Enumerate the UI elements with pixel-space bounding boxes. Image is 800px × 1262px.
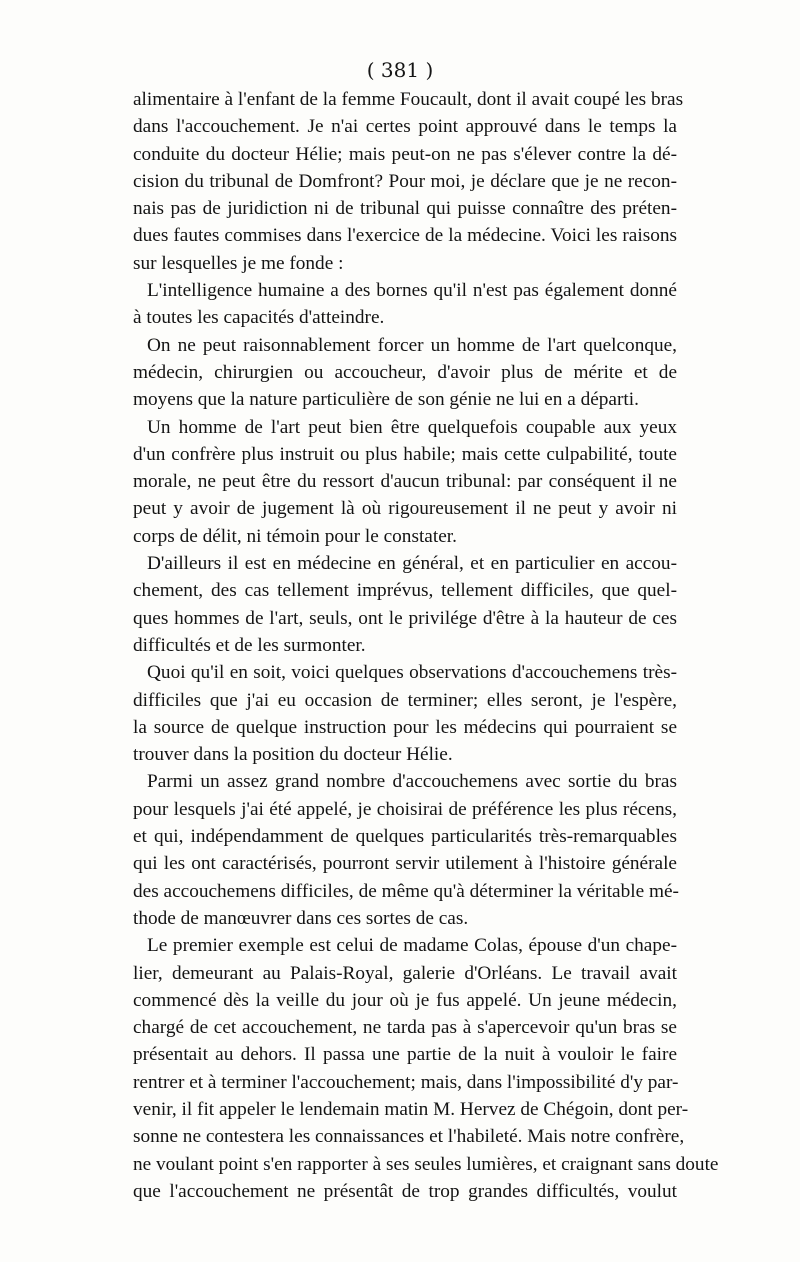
body-text (133, 86, 719, 1205)
paragraph (133, 768, 677, 932)
text-line: et qui, indépendamment de quelques particularités très-remarquables (133, 826, 677, 848)
text-line: Le premier exemple est celui de madame Colas, épouse d'un chape- (147, 935, 677, 957)
text-line: corps de délit, ni témoin pour le constater. (133, 525, 457, 547)
text-line: moyens que la nature particulière de son génie ne lui en a départi. (133, 389, 639, 411)
text-line: alimentaire à l'enfant de la femme Foucault, dont il avait coupé les bras (133, 89, 684, 110)
text-line: que l'accouchement ne présentât de trop grandes difficultés, voulut (133, 1180, 677, 1202)
text-line: conduite du docteur Hélie; mais peut-on ne pas s'élever contre la dé- (133, 143, 677, 165)
text-line: thode de manœuvrer dans ces sortes de cas. (133, 907, 469, 929)
text-line: présentait au dehors. Il passa une partie de la nuit à vouloir le faire (133, 1044, 677, 1066)
text-line: chargé de cet accouchement, ne tarda pas à s'apercevoir qu'un bras se (133, 1017, 677, 1039)
text-line: L'intelligence humaine a des bornes qu'il n'est pas également donné (147, 280, 677, 302)
text-line: nais pas de juridiction ni de tribunal qui puisse connaître des préten- (133, 198, 677, 220)
text-line: sur lesquelles je me fonde : (133, 252, 344, 274)
text-line: On ne peut raisonnablement forcer un homme de l'art quelconque, (147, 334, 677, 356)
text-line: D'ailleurs il est en médecine en général, et en particulier en accou- (147, 553, 677, 575)
text-line: commencé dès la veille du jour où je fus appelé. Un jeune médecin, (133, 989, 677, 1011)
page-number: ( 381 ) (366, 58, 434, 82)
text-line: dans l'accouchement. Je n'ai certes point approuvé dans le temps la (133, 116, 677, 138)
text-line: venir, il fit appeler le lendemain matin M. Hervez de Chégoin, dont per- (133, 1098, 689, 1120)
paragraph (133, 550, 677, 659)
paragraph (133, 86, 684, 277)
text-line: chement, des cas tellement imprévus, tellement difficiles, que quel- (133, 580, 677, 602)
paragraph (133, 277, 677, 332)
text-line: Parmi un assez grand nombre d'accouchemens avec sortie du bras (147, 771, 677, 793)
text-line: Quoi qu'il en soit, voici quelques observations d'accouchemens très- (147, 662, 677, 684)
paragraph (133, 414, 677, 550)
text-line: difficultés et de les surmonter. (133, 634, 366, 656)
text-line: ques hommes de l'art, seuls, ont le privilége d'être à la hauteur de ces (133, 607, 677, 629)
text-line: rentrer et à terminer l'accouchement; mais, dans l'impossibilité d'y par- (133, 1071, 679, 1093)
text-line: qui les ont caractérisés, pourront servir utilement à l'histoire générale (133, 853, 677, 875)
text-line: morale, ne peut être du ressort d'aucun tribunal: par conséquent il ne (133, 471, 677, 493)
text-line: sonne ne contestera les connaissances et l'habileté. Mais notre confrère, (133, 1126, 685, 1148)
text-line: peut y avoir de jugement là où rigoureusement il ne peut y avoir ni (133, 498, 677, 520)
paragraph (133, 659, 677, 768)
text-line: la source de quelque instruction pour les médecins qui pourraient se (133, 716, 677, 738)
text-line: des accouchemens difficiles, de même qu'à déterminer la véritable mé- (133, 880, 679, 902)
text-line: médecin, chirurgien ou accoucheur, d'avoir plus de mérite et de (133, 361, 677, 383)
text-line: cision du tribunal de Domfront? Pour moi, je déclare que je ne recon- (133, 170, 677, 192)
text-line: Un homme de l'art peut bien être quelquefois coupable aux yeux (147, 416, 677, 438)
text-line: dues fautes commises dans l'exercice de la médecine. Voici les raisons (133, 225, 677, 247)
text-line: d'un confrère plus instruit ou plus habile; mais cette culpabilité, toute (133, 443, 677, 465)
paragraph (133, 332, 677, 414)
text-line: à toutes les capacités d'atteindre. (133, 307, 385, 329)
text-line: difficiles que j'ai eu occasion de terminer; elles seront, je l'espère, (133, 689, 677, 711)
text-line: trouver dans la position du docteur Hélie. (133, 744, 453, 766)
text-line: ne voulant point s'en rapporter à ses seules lumières, et craignant sans doute (133, 1153, 719, 1175)
text-line: pour lesquels j'ai été appelé, je choisirai de préférence les plus récens, (133, 798, 677, 820)
paragraph (133, 932, 719, 1205)
text-line: lier, demeurant au Palais-Royal, galerie d'Orléans. Le travail avait (133, 962, 677, 984)
